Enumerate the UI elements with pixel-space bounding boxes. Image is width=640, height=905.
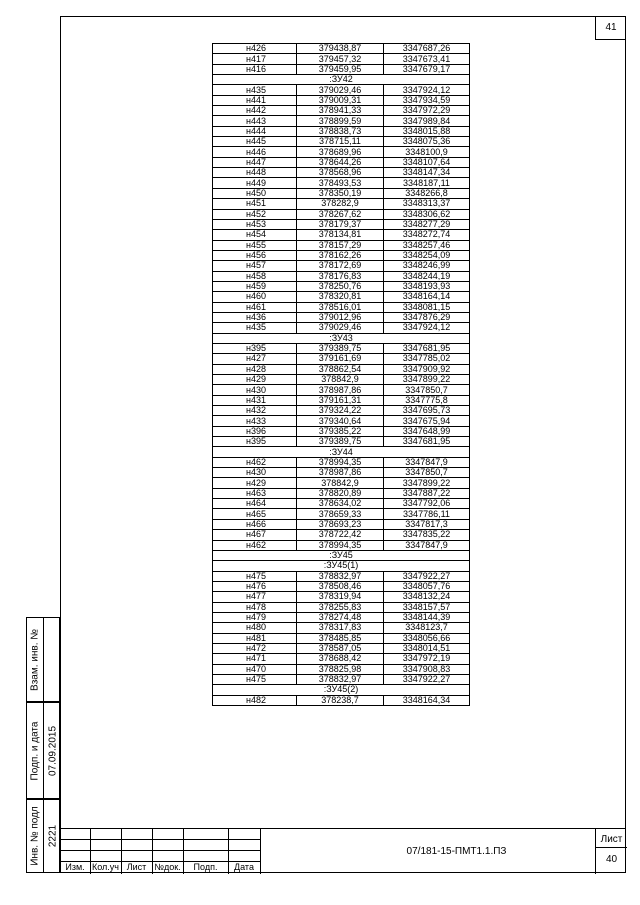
coord-y: 3347695,73	[384, 406, 470, 416]
coordinates-table	[212, 43, 470, 706]
point-id: н432	[213, 406, 297, 416]
coord-y: 3347989,84	[384, 116, 470, 126]
table-row	[213, 457, 470, 467]
point-id: н454	[213, 230, 297, 240]
point-id: н471	[213, 654, 297, 664]
coord-x: 379009,31	[297, 95, 384, 105]
table-row	[213, 343, 470, 353]
coord-x: 379389,75	[297, 343, 384, 353]
coord-x: 378250,76	[297, 281, 384, 291]
coord-x: 378899,59	[297, 116, 384, 126]
point-id: н477	[213, 592, 297, 602]
table-row	[213, 323, 470, 333]
coord-y: 3348244,19	[384, 271, 470, 281]
point-id: н442	[213, 106, 297, 116]
coord-x: 378162,26	[297, 250, 384, 260]
table-row	[213, 674, 470, 684]
coord-x: 378820,89	[297, 488, 384, 498]
coord-x: 378317,83	[297, 623, 384, 633]
table-row	[213, 302, 470, 312]
document-code: 07/181-15-ПМТ1.1.ПЗ	[260, 829, 640, 874]
table-row	[213, 623, 470, 633]
hdr-koluch: Кол.уч	[92, 862, 119, 872]
coord-x: 378693,23	[297, 519, 384, 529]
point-id: н445	[213, 137, 297, 147]
coord-x: 379340,64	[297, 416, 384, 426]
section-row	[213, 685, 470, 695]
table-row	[213, 292, 470, 302]
coord-y: 3348272,74	[384, 230, 470, 240]
coord-x: 378722,42	[297, 530, 384, 540]
table-row	[213, 416, 470, 426]
point-id: н478	[213, 602, 297, 612]
point-id: н467	[213, 530, 297, 540]
table-row	[213, 385, 470, 395]
table-row	[213, 581, 470, 591]
hdr-podp: Подп.	[193, 862, 218, 872]
table-row	[213, 602, 470, 612]
coord-x: 378568,96	[297, 168, 384, 178]
table-row	[213, 106, 470, 116]
coord-y: 3348157,57	[384, 602, 470, 612]
coord-y: 3348254,09	[384, 250, 470, 260]
table-row	[213, 116, 470, 126]
vzam-label: Взам. инв. №	[29, 628, 41, 691]
coord-y: 3347922,27	[384, 674, 470, 684]
coord-y: 3347876,29	[384, 312, 470, 322]
coord-x: 379029,46	[297, 323, 384, 333]
coord-y: 3347924,12	[384, 323, 470, 333]
coord-y: 3347835,22	[384, 530, 470, 540]
table-row	[213, 540, 470, 550]
coord-y: 3347847,9	[384, 457, 470, 467]
table-row	[213, 168, 470, 178]
coord-x: 378862,54	[297, 364, 384, 374]
table-row	[213, 230, 470, 240]
table-row	[213, 240, 470, 250]
coord-y: 3348306,62	[384, 209, 470, 219]
coord-x: 378282,9	[297, 199, 384, 209]
table-row	[213, 530, 470, 540]
point-id: н462	[213, 540, 297, 550]
coord-y: 3348014,51	[384, 643, 470, 653]
coord-x: 378176,83	[297, 271, 384, 281]
coord-x: 379438,87	[297, 44, 384, 54]
point-id: н446	[213, 147, 297, 157]
coord-x: 378157,29	[297, 240, 384, 250]
coord-x: 378994,35	[297, 540, 384, 550]
table-row	[213, 592, 470, 602]
table-row	[213, 188, 470, 198]
point-id: н452	[213, 209, 297, 219]
coord-y: 3347899,22	[384, 478, 470, 488]
table-row	[213, 199, 470, 209]
coord-y: 3348193,93	[384, 281, 470, 291]
point-id: н459	[213, 281, 297, 291]
coord-y: 3348277,29	[384, 219, 470, 229]
coord-y: 3347786,11	[384, 509, 470, 519]
coord-x: 378842,9	[297, 478, 384, 488]
point-id: н396	[213, 426, 297, 436]
table-row	[213, 643, 470, 653]
point-id: н433	[213, 416, 297, 426]
coord-x: 378832,97	[297, 674, 384, 684]
table-row	[213, 147, 470, 157]
coord-y: 3348246,99	[384, 261, 470, 271]
coord-x: 378485,85	[297, 633, 384, 643]
coord-y: 3348164,34	[384, 695, 470, 705]
revision-grid	[60, 829, 260, 874]
coord-x: 379457,32	[297, 54, 384, 64]
point-id: н455	[213, 240, 297, 250]
point-id: н457	[213, 261, 297, 271]
coord-y: 3348132,24	[384, 592, 470, 602]
table-row	[213, 571, 470, 581]
coord-y: 3348187,11	[384, 178, 470, 188]
section-row	[213, 561, 470, 571]
point-id: н417	[213, 54, 297, 64]
podp-label: Подп. и дата	[29, 721, 41, 780]
coord-y: 3347972,29	[384, 106, 470, 116]
coord-x: 378238,7	[297, 695, 384, 705]
coord-y: 3347887,22	[384, 488, 470, 498]
table-row	[213, 281, 470, 291]
point-id: н395	[213, 343, 297, 353]
table-row	[213, 157, 470, 167]
table-row	[213, 85, 470, 95]
section-row	[213, 447, 470, 457]
table-row	[213, 54, 470, 64]
coord-x: 378987,86	[297, 385, 384, 395]
point-id: н475	[213, 571, 297, 581]
point-id: н472	[213, 643, 297, 653]
point-id: н430	[213, 468, 297, 478]
table-row	[213, 406, 470, 416]
coord-x: 378838,73	[297, 126, 384, 136]
coord-x: 378941,33	[297, 106, 384, 116]
point-id: н436	[213, 312, 297, 322]
coord-y: 3347817,3	[384, 519, 470, 529]
point-id: н448	[213, 168, 297, 178]
table-row	[213, 478, 470, 488]
table-row	[213, 126, 470, 136]
coord-y: 3348266,8	[384, 188, 470, 198]
coord-y: 3348057,76	[384, 581, 470, 591]
coord-x: 379389,75	[297, 437, 384, 447]
coord-y: 3348075,36	[384, 137, 470, 147]
coord-y: 3347924,12	[384, 85, 470, 95]
point-id: н441	[213, 95, 297, 105]
section-label: :ЗУ44	[213, 447, 470, 457]
section-row	[213, 75, 470, 85]
point-id: н476	[213, 581, 297, 591]
coord-x: 378508,46	[297, 581, 384, 591]
coord-y: 3347972,19	[384, 654, 470, 664]
sheet-number: 40	[605, 854, 618, 865]
coord-y: 3347675,94	[384, 416, 470, 426]
inv-value: 2221	[47, 824, 58, 848]
point-id: н458	[213, 271, 297, 281]
section-row	[213, 333, 470, 343]
hdr-izm: Изм.	[65, 862, 85, 872]
coord-x: 378587,05	[297, 643, 384, 653]
coord-x: 378688,42	[297, 654, 384, 664]
sheet-box	[595, 829, 626, 874]
point-id: н429	[213, 478, 297, 488]
point-id: н395	[213, 437, 297, 447]
section-label: :ЗУ45(2)	[213, 685, 470, 695]
section-label: :ЗУ45(1)	[213, 561, 470, 571]
point-id: н479	[213, 612, 297, 622]
point-id: н428	[213, 364, 297, 374]
stamp-inv	[26, 799, 60, 873]
table-row	[213, 654, 470, 664]
coord-y: 3347908,83	[384, 664, 470, 674]
coord-y: 3348015,88	[384, 126, 470, 136]
stamp-podp	[26, 702, 60, 799]
table-row	[213, 250, 470, 260]
table-row	[213, 44, 470, 54]
hdr-ndok: №док.	[154, 862, 181, 872]
table-row	[213, 695, 470, 705]
coord-x: 378179,37	[297, 219, 384, 229]
coord-y: 3347679,17	[384, 64, 470, 74]
table-row	[213, 664, 470, 674]
point-id: н431	[213, 395, 297, 405]
coord-x: 378994,35	[297, 457, 384, 467]
table-row	[213, 261, 470, 271]
hdr-list: Лист	[126, 862, 147, 872]
podp-value: 07.09.2015	[47, 725, 58, 776]
coord-x: 379029,46	[297, 85, 384, 95]
point-id: н481	[213, 633, 297, 643]
table-row	[213, 519, 470, 529]
coord-y: 3347850,7	[384, 468, 470, 478]
coord-x: 378350,19	[297, 188, 384, 198]
point-id: н447	[213, 157, 297, 167]
coord-y: 3348164,14	[384, 292, 470, 302]
coord-x: 378832,97	[297, 571, 384, 581]
point-id: н465	[213, 509, 297, 519]
point-id: н427	[213, 354, 297, 364]
title-block	[60, 828, 626, 873]
hdr-data: Дата	[234, 862, 254, 872]
point-id: н430	[213, 385, 297, 395]
point-id: н480	[213, 623, 297, 633]
coord-y: 3348123,7	[384, 623, 470, 633]
coord-y: 3347687,26	[384, 44, 470, 54]
coord-x: 378267,62	[297, 209, 384, 219]
table-row	[213, 137, 470, 147]
table-row	[213, 375, 470, 385]
table-row	[213, 219, 470, 229]
coord-x: 379385,22	[297, 426, 384, 436]
coord-y: 3348257,46	[384, 240, 470, 250]
point-id: н466	[213, 519, 297, 529]
section-row	[213, 550, 470, 560]
table-row	[213, 499, 470, 509]
section-label: :ЗУ42	[213, 75, 470, 85]
coord-y: 3347681,95	[384, 437, 470, 447]
stamp-vzam	[26, 617, 60, 702]
point-id: н453	[213, 219, 297, 229]
coord-y: 3348147,34	[384, 168, 470, 178]
coord-y: 3347934,59	[384, 95, 470, 105]
coord-x: 378644,26	[297, 157, 384, 167]
table-row	[213, 95, 470, 105]
corner-page-number: 41	[595, 16, 626, 40]
coord-x: 378634,02	[297, 499, 384, 509]
point-id: н443	[213, 116, 297, 126]
coord-x: 378493,53	[297, 178, 384, 188]
coord-x: 378134,81	[297, 230, 384, 240]
coord-x: 379161,31	[297, 395, 384, 405]
point-id: н450	[213, 188, 297, 198]
coord-y: 3347922,27	[384, 571, 470, 581]
coord-x: 378715,11	[297, 137, 384, 147]
coord-y: 3347899,22	[384, 375, 470, 385]
table-row	[213, 64, 470, 74]
coord-y: 3347681,95	[384, 343, 470, 353]
point-id: н456	[213, 250, 297, 260]
table-row	[213, 364, 470, 374]
coord-y: 3348107,64	[384, 157, 470, 167]
point-id: н460	[213, 292, 297, 302]
inv-label: Инв. № подл	[29, 806, 41, 866]
coord-x: 378319,94	[297, 592, 384, 602]
table-row	[213, 488, 470, 498]
point-id: н429	[213, 375, 297, 385]
coord-y: 3347648,99	[384, 426, 470, 436]
coord-y: 3348144,39	[384, 612, 470, 622]
table-row	[213, 271, 470, 281]
point-id: н416	[213, 64, 297, 74]
point-id: н435	[213, 85, 297, 95]
coord-x: 378659,33	[297, 509, 384, 519]
coord-y: 3348056,66	[384, 633, 470, 643]
table-row	[213, 209, 470, 219]
coord-x: 378320,81	[297, 292, 384, 302]
point-id: н451	[213, 199, 297, 209]
coord-x: 379161,69	[297, 354, 384, 364]
coord-y: 3347673,41	[384, 54, 470, 64]
point-id: н470	[213, 664, 297, 674]
coord-x: 378172,69	[297, 261, 384, 271]
coord-x: 378255,83	[297, 602, 384, 612]
coord-x: 378689,96	[297, 147, 384, 157]
coord-y: 3348313,37	[384, 199, 470, 209]
coord-x: 378274,48	[297, 612, 384, 622]
table-row	[213, 612, 470, 622]
table-row	[213, 633, 470, 643]
coord-y: 3347792,06	[384, 499, 470, 509]
point-id: н449	[213, 178, 297, 188]
point-id: н444	[213, 126, 297, 136]
coord-x: 378842,9	[297, 375, 384, 385]
table-row	[213, 468, 470, 478]
coord-x: 379324,22	[297, 406, 384, 416]
point-id: н462	[213, 457, 297, 467]
point-id: н464	[213, 499, 297, 509]
coord-y: 3347785,02	[384, 354, 470, 364]
table-row	[213, 509, 470, 519]
coord-x: 379459,95	[297, 64, 384, 74]
coord-y: 3347909,92	[384, 364, 470, 374]
coord-y: 3348081,15	[384, 302, 470, 312]
table-row	[213, 312, 470, 322]
table-row	[213, 395, 470, 405]
table-row	[213, 178, 470, 188]
point-id: н482	[213, 695, 297, 705]
point-id: н435	[213, 323, 297, 333]
point-id: н475	[213, 674, 297, 684]
coord-y: 3347775,8	[384, 395, 470, 405]
coord-x: 379012,96	[297, 312, 384, 322]
coord-y: 3347850,7	[384, 385, 470, 395]
table-row	[213, 354, 470, 364]
coord-x: 378825,98	[297, 664, 384, 674]
table-row	[213, 426, 470, 436]
coord-x: 378516,01	[297, 302, 384, 312]
coord-x: 378987,86	[297, 468, 384, 478]
sheet-label: Лист	[596, 829, 627, 848]
point-id: н463	[213, 488, 297, 498]
coord-y: 3347847,9	[384, 540, 470, 550]
section-label: :ЗУ45	[213, 550, 470, 560]
table-row	[213, 437, 470, 447]
point-id: н461	[213, 302, 297, 312]
section-label: :ЗУ43	[213, 333, 470, 343]
coord-y: 3348100,9	[384, 147, 470, 157]
point-id: н426	[213, 44, 297, 54]
